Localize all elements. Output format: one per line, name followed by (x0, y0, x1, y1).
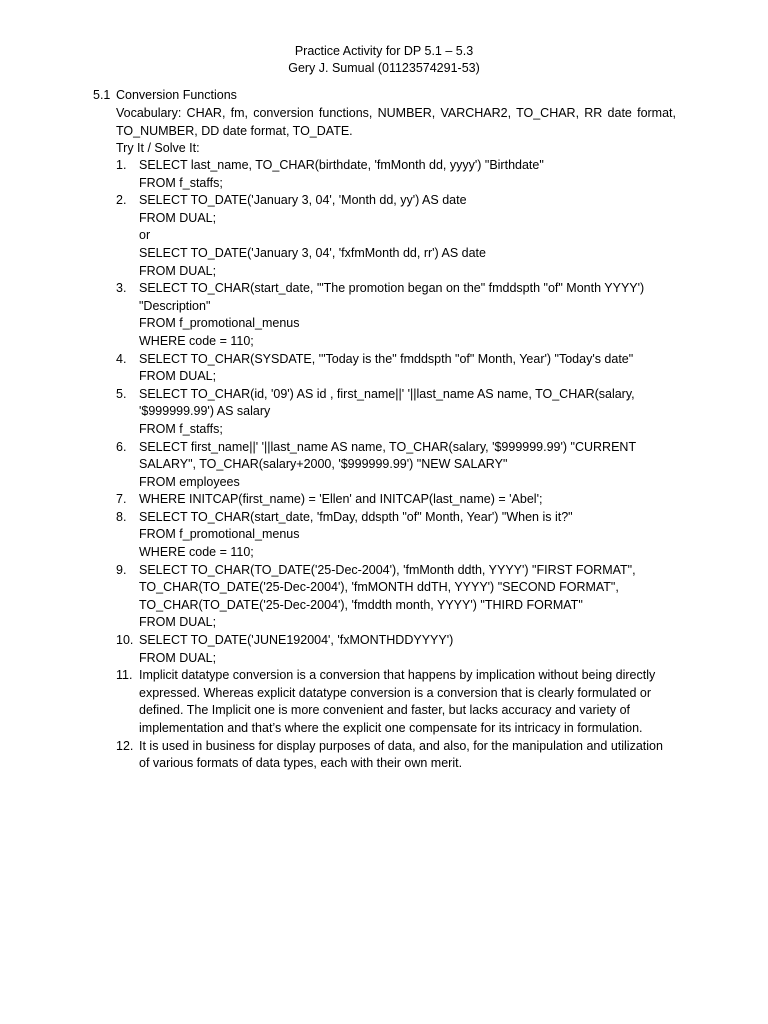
section-title: Conversion Functions (116, 88, 237, 102)
answer-number: 7. (116, 492, 127, 507)
answer-line: "Description" (139, 298, 211, 313)
answer-line: WHERE code = 110; (139, 545, 254, 560)
answer-line: SELECT TO_CHAR(TO_DATE('25-Dec-2004'), 'fmMonth ddth, YYYY') "FIRST FORMAT", (139, 562, 636, 577)
answer-number: 2. (116, 193, 127, 208)
answer-item (116, 351, 676, 386)
section-heading (93, 87, 237, 105)
answer-item (116, 157, 676, 192)
answer-line: FROM f_promotional_menus (139, 527, 300, 542)
vocabulary-text: Vocabulary: CHAR, fm, conversion functions, NUMBER, VARCHAR2, TO_CHAR, RR date format, TO_NUMBER, DD date format, TO_DATE. (116, 106, 676, 138)
answer-item (116, 667, 676, 737)
answer-line: FROM employees (139, 474, 240, 489)
answer-line: TO_CHAR(TO_DATE('25-Dec-2004'), 'fmMONTH ddTH, YYYY') "SECOND FORMAT", (139, 580, 619, 595)
answer-line: SELECT TO_CHAR(start_date, '"The promotion began on the" fmddspth "of" Month YYYY') (139, 281, 645, 296)
answer-number: 1. (116, 158, 127, 172)
answer-line: SELECT TO_CHAR(SYSDATE, '"Today is the" fmddspth "of" Month, Year') "Today's date" (139, 351, 634, 366)
answer-line: WHERE code = 110; (139, 333, 254, 348)
answer-item (116, 738, 676, 773)
answer-item (116, 491, 676, 509)
answer-number: 9. (116, 562, 127, 577)
answer-number: 8. (116, 509, 127, 524)
answer-number: 10. (116, 633, 134, 648)
answer-paragraph: Implicit datatype conversion is a conversion that happens by implication without being directly expressed. Whereas explicit datatype conversion is a conversion that is clearly formulated or defined. The Implicit one is more convenient and faster, but lacks accuracy and variety of implementation and that’s where the explicit one compensate for its intricacy in formulation. (139, 668, 656, 735)
answer-line: FROM DUAL; (139, 615, 217, 630)
answer-line: FROM f_promotional_menus (139, 316, 300, 331)
answer-line: or (139, 228, 151, 243)
answer-item (116, 632, 676, 667)
answer-line: '$999999.99') AS salary (139, 404, 271, 419)
answer-line: FROM DUAL; (139, 369, 217, 384)
answer-item (116, 386, 676, 439)
answer-line: SELECT TO_DATE('January 3, 04', 'Month dd, yy') AS date (139, 193, 467, 208)
answer-line: SELECT TO_DATE('JUNE192004', 'fxMONTHDDYYYY') (139, 633, 454, 648)
section-number: 5.1 (93, 88, 111, 102)
answer-line: TO_CHAR(TO_DATE('25-Dec-2004'), 'fmddth month, YYYY') "THIRD FORMAT" (139, 597, 583, 612)
answer-line: SELECT TO_CHAR(start_date, 'fmDay, ddspth "of" Month, Year') "When is it?" (139, 509, 573, 524)
answer-list (116, 157, 676, 773)
answer-item (116, 562, 676, 632)
answer-item (116, 439, 676, 492)
answer-line: SELECT last_name, TO_CHAR(birthdate, 'fmMonth dd, yyyy') "Birthdate" (139, 158, 544, 172)
answer-item (116, 192, 676, 280)
answer-line: FROM DUAL; (139, 263, 217, 278)
answer-number: 12. (116, 738, 134, 753)
answer-line: FROM DUAL; (139, 210, 217, 225)
answer-paragraph: It is used in business for display purposes of data, and also, for the manipulation and utilization of various formats of data types, each with their own merit. (139, 738, 663, 771)
document-author: Gery J. Sumual (01123574291-53) (288, 61, 480, 75)
answer-line: WHERE INITCAP(first_name) = 'Ellen' and INITCAP(last_name) = 'Abel'; (139, 492, 543, 507)
try-it-label: Try It / Solve It: (116, 141, 200, 155)
answer-line: SELECT TO_CHAR(id, '09') AS id , first_name||' '||last_name AS name, TO_CHAR(salary, (139, 386, 635, 401)
answer-line: FROM f_staffs; (139, 175, 223, 190)
answer-item (116, 509, 676, 562)
answer-number: 6. (116, 439, 127, 454)
answer-number: 5. (116, 386, 127, 401)
answer-line: FROM DUAL; (139, 650, 217, 665)
answer-line: SELECT TO_DATE('January 3, 04', 'fxfmMonth dd, rr') AS date (139, 245, 486, 260)
answer-number: 3. (116, 281, 127, 296)
answer-number: 11. (116, 668, 133, 683)
document-title: Practice Activity for DP 5.1 – 5.3 (294, 44, 474, 58)
answer-item (116, 280, 676, 350)
answer-line: SELECT first_name||' '||last_name AS name, TO_CHAR(salary, '$999999.99') "CURRENT (139, 439, 637, 454)
answer-line: FROM f_staffs; (139, 421, 223, 436)
answer-number: 4. (116, 351, 127, 366)
answer-line: SALARY", TO_CHAR(salary+2000, '$999999.99') "NEW SALARY" (139, 457, 508, 472)
